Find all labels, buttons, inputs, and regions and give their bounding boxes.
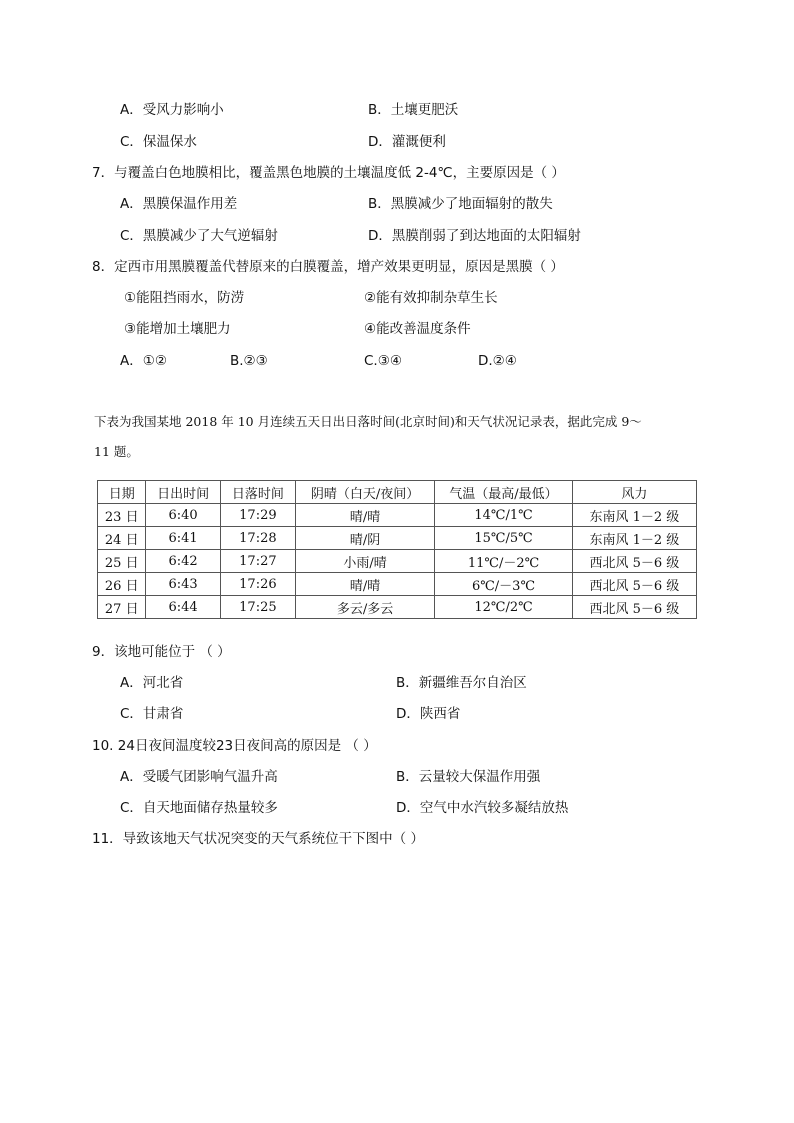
q10-option-c: C．自天地面储存热量较多 — [120, 800, 278, 816]
q10-option-a: A．受暖气团影响气温升高 — [120, 769, 278, 785]
header-date: 日期 — [98, 481, 146, 504]
cell-temperature: 14℃/1℃ — [435, 504, 573, 527]
cell-weather: 多云/多云 — [296, 596, 435, 619]
q8-option-c: C.③④ — [364, 353, 402, 369]
cell-sunrise: 6:42 — [146, 550, 220, 573]
q9-option-c: C．甘肃省 — [120, 706, 184, 722]
cell-temperature: 11℃/－2℃ — [435, 550, 573, 573]
cell-sunset: 17:25 — [220, 596, 295, 619]
q10-option-d: D．空气中水汽较多凝结放热 — [396, 800, 569, 816]
header-temperature: 气温（最高/最低） — [435, 481, 573, 504]
q9-option-b: B．新疆维吾尔自治区 — [396, 675, 527, 691]
table-header-row — [98, 481, 697, 504]
table-row — [98, 550, 697, 573]
q7-option-d: D．黑膜削弱了到达地面的太阳辐射 — [368, 228, 581, 244]
q6-option-c: C．保温保水 — [120, 134, 197, 150]
q6-option-d: D．灌溉便利 — [368, 134, 446, 150]
q8-option-a: A．①② — [120, 353, 167, 369]
cell-sunset: 17:27 — [220, 550, 295, 573]
intro-line-2: 11 题。 — [94, 444, 139, 459]
q8-statement-4: ④能改善温度条件 — [364, 321, 471, 337]
cell-date: 24 日 — [98, 527, 146, 550]
q6-option-b: B．土壤更肥沃 — [368, 102, 459, 118]
cell-wind: 西北风 5－6 级 — [572, 573, 696, 596]
table-row — [98, 573, 697, 596]
q9-option-a: A．河北省 — [120, 675, 184, 691]
q7-option-b: B．黑膜减少了地面辐射的散失 — [368, 196, 553, 212]
weather-table — [97, 480, 697, 619]
header-wind: 风力 — [572, 481, 696, 504]
cell-sunrise: 6:43 — [146, 573, 220, 596]
cell-date: 27 日 — [98, 596, 146, 619]
cell-wind: 东南风 1－2 级 — [572, 527, 696, 550]
q11-stem: 11．导致该地天气状况突变的天气系统位干下图中（ ） — [92, 831, 424, 847]
q8-statement-3: ③能增加土壤肥力 — [124, 321, 231, 337]
cell-temperature: 6℃/－3℃ — [435, 573, 573, 596]
cell-wind: 西北风 5－6 级 — [572, 550, 696, 573]
cell-date: 26 日 — [98, 573, 146, 596]
cell-sunrise: 6:40 — [146, 504, 220, 527]
cell-weather: 晴/晴 — [296, 504, 435, 527]
q7-stem: 7．与覆盖白色地膜相比，覆盖黑色地膜的土壤温度低 2-4℃，主要原因是（ ） — [92, 165, 565, 181]
cell-weather: 小雨/晴 — [296, 550, 435, 573]
intro-line-1: 下表为我国某地 2018 年 10 月连续五天日出日落时间(北京时间)和天气状况记录表，据此完成 9～ — [94, 414, 642, 429]
cell-wind: 东南风 1－2 级 — [572, 504, 696, 527]
cell-sunset: 17:28 — [220, 527, 295, 550]
q9-stem: 9．该地可能位于 （ ） — [92, 644, 231, 660]
table-row — [98, 527, 697, 550]
q7-option-a: A．黑膜保温作用差 — [120, 196, 238, 212]
q6-option-a: A．受风力影响小 — [120, 102, 224, 118]
header-weather: 阴晴（白天/夜间） — [296, 481, 435, 504]
table-row — [98, 596, 697, 619]
q8-statement-1: ①能阻挡雨水，防涝 — [124, 290, 245, 306]
q8-option-b: B.②③ — [230, 353, 268, 369]
cell-date: 23 日 — [98, 504, 146, 527]
q10-stem: 10. 24日夜间温度较23日夜间高的原因是 （ ） — [92, 738, 377, 754]
q10-option-b: B．云量较大保温作用强 — [396, 769, 541, 785]
q8-stem: 8．定西市用黑膜覆盖代替原来的白膜覆盖，增产效果更明显，原因是黑膜（ ） — [92, 259, 564, 275]
cell-sunset: 17:26 — [220, 573, 295, 596]
cell-sunset: 17:29 — [220, 504, 295, 527]
q9-option-d: D．陕西省 — [396, 706, 461, 722]
q8-option-d: D.②④ — [478, 353, 517, 369]
q7-option-c: C．黑膜减少了大气逆辐射 — [120, 228, 278, 244]
q8-statement-2: ②能有效抑制杂草生长 — [364, 290, 498, 306]
cell-weather: 晴/晴 — [296, 573, 435, 596]
cell-weather: 晴/阴 — [296, 527, 435, 550]
header-sunset: 日落时间 — [220, 481, 295, 504]
cell-date: 25 日 — [98, 550, 146, 573]
cell-wind: 西北风 5－6 级 — [572, 596, 696, 619]
cell-sunrise: 6:41 — [146, 527, 220, 550]
header-sunrise: 日出时间 — [146, 481, 220, 504]
cell-temperature: 12℃/2℃ — [435, 596, 573, 619]
cell-temperature: 15℃/5℃ — [435, 527, 573, 550]
cell-sunrise: 6:44 — [146, 596, 220, 619]
table-row — [98, 504, 697, 527]
